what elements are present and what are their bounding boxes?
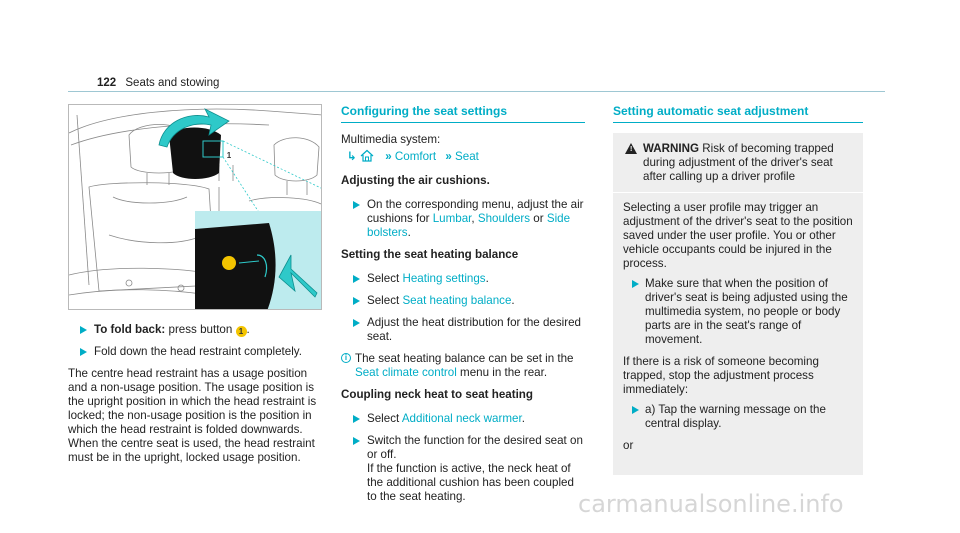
step-text: Select [367, 272, 403, 285]
link-heating-settings[interactable]: Heating settings [402, 272, 486, 285]
chevron-right-icon: » [385, 150, 392, 163]
step-arrow-icon [353, 319, 360, 327]
menu-path [341, 149, 585, 166]
link-side-bolsters[interactable]: Side bolsters [367, 212, 571, 239]
page-header [97, 76, 219, 90]
seat-drawing [69, 105, 322, 310]
separator: , [471, 212, 478, 225]
column-middle [341, 104, 585, 512]
link-lumbar[interactable]: Lumbar [432, 212, 472, 225]
step-text: Make sure that when the position of driver's seat is being adjusted using the multimedia system, no people or body parts are in the seat's range of movement. [645, 277, 848, 346]
conjunction: or [530, 212, 547, 225]
warning-box [613, 133, 863, 475]
callout-badge: 1 [236, 326, 247, 337]
or-text: or [623, 439, 634, 452]
step-arrow-icon [80, 348, 87, 356]
warning-text: Risk of becoming trapped during adjustment of the driver's seat after calling up a driver profile [643, 142, 834, 183]
step-seat-heating-balance [341, 294, 585, 308]
note-text-end: menu in the rear. [456, 366, 548, 379]
step-text: Switch the function for the desired seat on or off. [367, 434, 583, 461]
warning-triangle-icon: ! [625, 143, 637, 154]
info-icon: i [341, 353, 351, 363]
warning-label: WARNING [643, 142, 700, 155]
step-end: . [521, 412, 525, 425]
column-left [68, 323, 326, 471]
intro-text: Multimedia system: [341, 133, 441, 146]
step-adjust-heat [341, 316, 585, 344]
link-shoulders[interactable]: Shoulders [477, 212, 531, 225]
section-heading: Configuring the seat settings [341, 104, 585, 123]
step-arrow-icon [353, 297, 360, 305]
step-arrow-icon [353, 201, 360, 209]
step-result-text: If the function is active, the neck heat of the additional cushion has been coupled to the seat heating. [367, 462, 574, 503]
step-arrow-icon [353, 437, 360, 445]
step-text: press button [165, 323, 236, 336]
section-heading: Setting automatic seat adjustment [613, 104, 863, 123]
link-seat-climate-control[interactable]: Seat climate control [355, 366, 457, 379]
step-text: Adjust the heat distribution for the desired seat. [367, 316, 581, 343]
step-text: On the corresponding menu, adjust the air cushions for [367, 198, 584, 225]
head-restraint-illustration [68, 104, 322, 310]
step-heating-settings [341, 272, 585, 286]
step-text: Select [367, 412, 402, 425]
subheading-air-cushions: Adjusting the air cushions. [341, 174, 490, 187]
step-tap-warning [623, 403, 853, 431]
info-note [341, 352, 585, 380]
menu-seat[interactable]: Seat [455, 150, 479, 163]
page-number: 122 [97, 77, 117, 89]
watermark: carmanualsonline.info [578, 490, 844, 518]
menu-comfort[interactable]: Comfort [394, 150, 437, 163]
step-adjust-air [341, 198, 585, 240]
note-text: The seat heating balance can be set in the [355, 352, 574, 365]
step-end: . [485, 272, 489, 285]
step-arrow-icon [353, 415, 360, 423]
link-additional-neck-warmer[interactable]: Additional neck warmer [401, 412, 522, 425]
step-text-end: . [246, 323, 250, 336]
home-icon[interactable] [360, 149, 374, 166]
callout-1-marker [222, 256, 236, 270]
section-title: Seats and stowing [125, 77, 220, 89]
warning-header [613, 142, 863, 193]
step-fold-down [68, 345, 326, 359]
step-text: Fold down the head restraint completely. [94, 345, 302, 358]
step-arrow-icon [632, 406, 639, 414]
illustration-callout-label: 1 [226, 151, 232, 160]
step-arrow-icon [80, 326, 87, 334]
step-arrow-icon [353, 275, 360, 283]
header-divider [68, 91, 885, 92]
chevron-right-icon: » [445, 150, 452, 163]
step-label: To fold back: [94, 323, 166, 336]
step-end: . [511, 294, 515, 307]
link-seat-heating-balance[interactable]: Seat heating balance [402, 294, 512, 307]
column-right [613, 104, 863, 475]
step-switch-function [341, 434, 585, 504]
step-text: a) Tap the warning message on the central display. [645, 403, 826, 430]
head-restraint-paragraph: The centre head restraint has a usage position and a non-usage position. The usage position is the upright position in which the head restraint is locked; the non-usage position is the position in which the head restraint is folded downwards. When the centre seat is used, the head restraint must be in the upright, locked usage position. [68, 367, 317, 464]
warning-paragraph-2: If there is a risk of someone becoming trapped, stop the adjustment process immediately: [623, 355, 819, 396]
warning-paragraph: Selecting a user profile may trigger an adjustment of the driver's seat to the position saved under the user profile. You or other vehicle occupants could be injured in the process. [623, 201, 853, 270]
subheading-neck-heat: Coupling neck heat to seat heating [341, 388, 533, 401]
step-end: . [407, 226, 411, 239]
step-make-sure [623, 277, 853, 347]
subheading-heating-balance: Setting the seat heating balance [341, 248, 519, 261]
step-text: Select [367, 294, 403, 307]
step-neck-warmer [341, 412, 585, 426]
step-fold-back [68, 323, 326, 337]
step-arrow-icon [632, 280, 639, 288]
path-arrow-icon: ↳ [347, 150, 357, 163]
